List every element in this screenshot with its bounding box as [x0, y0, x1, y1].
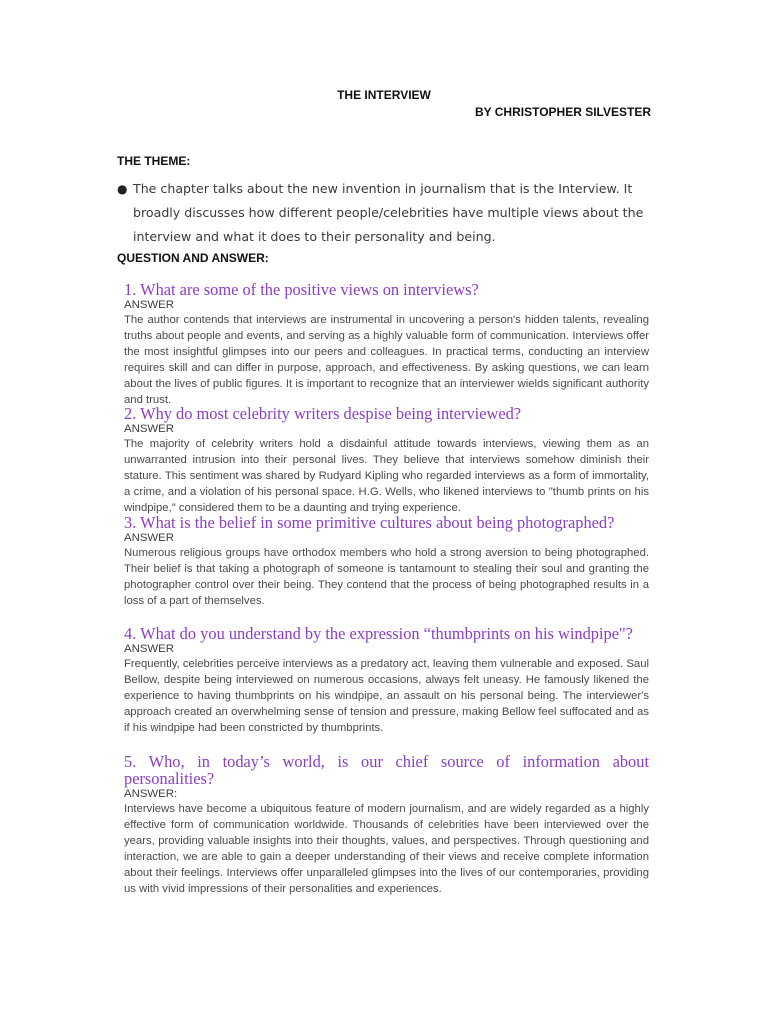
- theme-list: [117, 177, 653, 249]
- theme-heading: THE THEME:: [117, 154, 191, 168]
- answer-5: Interviews have become a ubiquitous feature of modern journalism, and are widely regarded as a highly effective form of communication worldwide. Thousands of celebrities have been interviewed over the years, providing valuable insights into their thoughts, values, and perspectives. Through questioning and interaction, we are able to gain a deeper understanding of their views and receive complete information about their feelings. Interviews offer unparalleled glimpses into the lives of our contemporaries, providing us with vivid impressions of their personalities and experiences.: [124, 803, 649, 895]
- answer-label-4: ANSWER: [124, 643, 174, 655]
- answer-label-1: ANSWER: [124, 299, 174, 311]
- qa-block-5: [124, 753, 649, 897]
- answer-label-2: ANSWER: [124, 423, 174, 435]
- theme-text: The chapter talks about the new invention in journalism that is the Interview. It broadly discusses how different people/celebrities have multiple views about the interview and what it does to their personality and being.: [133, 181, 644, 244]
- qa-block-4: [124, 625, 649, 736]
- qa-block-1: [124, 281, 649, 408]
- answer-3: Numerous religious groups have orthodox members who hold a strong aversion to being photographed. Their belief is that taking a photograph of someone is tantamount to stealing their soul and granting the photographer control over their being. They contend that the process of being photographed results in a loss of a part of themselves.: [124, 547, 649, 607]
- answer-4: Frequently, celebrities perceive interviews as a predatory act, leaving them vulnerable and exposed. Saul Bellow, despite being interviewed on numerous occasions, always felt uneasy. He famously likened the experience to having thumbprints on his windpipe, an assault on his personal being. The interviewer's approach created an overwhelming sense of tension and pressure, making Bellow feel suffocated and as if his windpipe had been constricted by thumbprints.: [124, 658, 649, 734]
- question-3: 3. What is the belief in some primitive cultures about being photographed?: [124, 513, 615, 532]
- bullet-icon: ●: [117, 182, 128, 196]
- question-2: 2. Why do most celebrity writers despise being interviewed?: [124, 404, 522, 423]
- theme-bullet-item: [117, 177, 653, 249]
- document-author: BY CHRISTOPHER SILVESTER: [474, 105, 651, 119]
- question-5: 5. Who, in today’s world, is our chief source of information about personalities?: [124, 752, 649, 788]
- question-1: 1. What are some of the positive views on interviews?: [124, 280, 479, 299]
- qa-heading: QUESTION AND ANSWER:: [117, 251, 269, 265]
- question-4: 4. What do you understand by the expression “thumbprints on his windpipe"?: [124, 624, 633, 643]
- answer-1: The author contends that interviews are instrumental in uncovering a person's hidden talents, revealing truths about people and events, and serving as a highly valuable form of communication. Interviews offer the most insightful glimpses into our peers and colleagues. In practical terms, conducting an interview requires skill and can differ in purpose, approach, and effectiveness. By asking questions, we can learn about the lives of public figures. It is important to recognize that an interviewer wields significant authority and trust.: [124, 314, 649, 406]
- answer-2: The majority of celebrity writers hold a disdainful attitude towards interviews, viewing them as an unwarranted intrusion into their personal lives. They believe that interviews somehow diminish their stature. This sentiment was shared by Rudyard Kipling who regarded interviews as a form of immortality, a crime, and a violation of his personal space. H.G. Wells, who likened interviews to "thumb prints on his windpipe," considered them to be a daunting and trying experience.: [124, 438, 649, 514]
- answer-label-5: ANSWER:: [124, 788, 178, 800]
- answer-label-3: ANSWER: [124, 532, 174, 544]
- document-title: THE INTERVIEW: [337, 88, 431, 102]
- qa-block-3: [124, 514, 649, 609]
- qa-block-2: [124, 405, 649, 516]
